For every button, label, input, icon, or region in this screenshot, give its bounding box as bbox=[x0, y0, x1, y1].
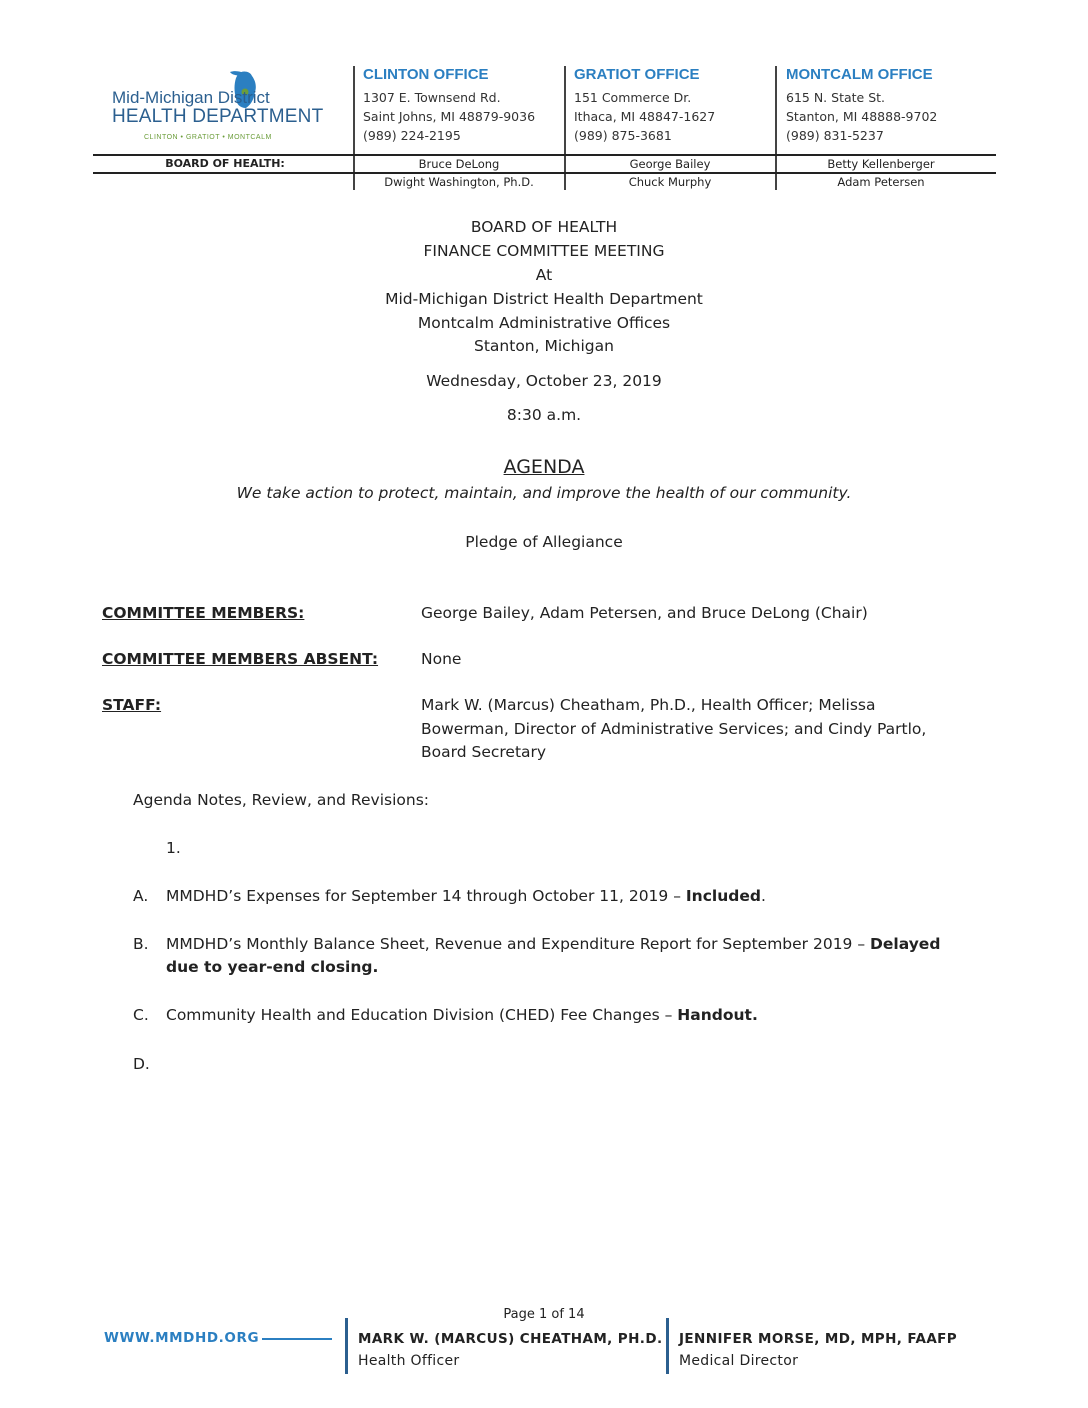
logo-text-line1: Mid-Michigan District bbox=[112, 88, 270, 107]
staff-value: Mark W. (Marcus) Cheatham, Ph.D., Health Officer; Melissa Bowerman, Director of Administrative Services; and Cindy Partlo, Board Secretary bbox=[421, 696, 927, 761]
health-officer-name: MARK W. (MARCUS) CHEATHAM, PH.D. bbox=[358, 1331, 663, 1347]
gratiot-office-city: Ithaca, MI 48847-1627 bbox=[574, 109, 716, 124]
meeting-time: 8:30 a.m. bbox=[506, 406, 582, 424]
gratiot-office-street: 151 Commerce Dr. bbox=[574, 90, 692, 105]
board-of-health-label: BOARD OF HEALTH: bbox=[165, 157, 285, 170]
agenda-notes-heading: Agenda Notes, Review, and Revisions: bbox=[133, 791, 430, 809]
agenda-item-b: MMDHD’s Monthly Balance Sheet, Revenue and Expenditure Report for September 2019 – Delayed due to year-end closing. bbox=[166, 935, 941, 976]
board-member: Bruce DeLong bbox=[418, 157, 500, 171]
agenda-title: AGENDA bbox=[503, 456, 585, 478]
agenda-item-letter: B. bbox=[133, 935, 149, 953]
page-number: Page 1 of 14 bbox=[503, 1307, 585, 1322]
committee-absent-label: COMMITTEE MEMBERS ABSENT: bbox=[102, 650, 379, 668]
clinton-office-city: Saint Johns, MI 48879-9036 bbox=[363, 109, 536, 124]
agenda-item-letter: C. bbox=[133, 1006, 149, 1024]
footer-divider bbox=[345, 1318, 348, 1374]
committee-absent-value: None bbox=[421, 650, 462, 668]
montcalm-office-phone: (989) 831-5237 bbox=[786, 128, 884, 143]
meeting-header-line: Stanton, Michigan bbox=[474, 337, 614, 355]
logo-text-line2: HEALTH DEPARTMENT bbox=[112, 106, 324, 127]
gratiot-office-title: GRATIOT OFFICE bbox=[574, 66, 700, 83]
meeting-header-line: Mid-Michigan District Health Department bbox=[385, 290, 703, 308]
meeting-header-line: FINANCE COMMITTEE MEETING bbox=[423, 242, 665, 260]
mission-statement: We take action to protect, maintain, and improve the health of our community. bbox=[236, 484, 852, 502]
board-member: Chuck Murphy bbox=[628, 175, 712, 189]
montcalm-office-title: MONTCALM OFFICE bbox=[786, 66, 933, 83]
montcalm-office-city: Stanton, MI 48888-9702 bbox=[786, 109, 938, 124]
agenda-item-letter: A. bbox=[133, 887, 149, 905]
clinton-office-phone: (989) 224-2195 bbox=[363, 128, 461, 143]
staff-label: STAFF: bbox=[102, 696, 162, 714]
gratiot-office-phone: (989) 875-3681 bbox=[574, 128, 672, 143]
meeting-header-line: At bbox=[535, 266, 553, 284]
website-link[interactable]: WWW.MMDHD.ORG bbox=[104, 1330, 260, 1346]
board-member: George Bailey bbox=[629, 157, 711, 171]
footer-rule bbox=[262, 1338, 332, 1340]
committee-members-label: COMMITTEE MEMBERS: bbox=[102, 604, 305, 622]
board-member: Dwight Washington, Ph.D. bbox=[384, 175, 534, 189]
agenda-item-a: MMDHD’s Expenses for September 14 through October 11, 2019 – Included. bbox=[166, 887, 766, 905]
board-member: Adam Petersen bbox=[837, 175, 925, 189]
agenda-numbered-item: 1. bbox=[166, 839, 181, 857]
footer-divider bbox=[666, 1318, 669, 1374]
board-member: Betty Kellenberger bbox=[827, 157, 935, 171]
meeting-header-line: Montcalm Administrative Offices bbox=[417, 314, 671, 332]
meeting-header-line: BOARD OF HEALTH bbox=[470, 218, 618, 236]
health-officer-role: Health Officer bbox=[358, 1353, 460, 1369]
medical-director-role: Medical Director bbox=[679, 1353, 799, 1369]
pledge-of-allegiance: Pledge of Allegiance bbox=[465, 533, 623, 551]
agenda-item-letter: D. bbox=[133, 1055, 150, 1073]
board-rule-top bbox=[93, 154, 996, 156]
board-rule-middle bbox=[93, 172, 996, 174]
agenda-item-c: Community Health and Education Division (CHED) Fee Changes – Handout. bbox=[166, 1006, 758, 1024]
clinton-office-street: 1307 E. Townsend Rd. bbox=[363, 90, 501, 105]
department-logo bbox=[100, 68, 340, 148]
logo-tagline: CLINTON • GRATIOT • MONTCALM bbox=[144, 134, 272, 141]
meeting-date: Wednesday, October 23, 2019 bbox=[426, 372, 662, 390]
montcalm-office-street: 615 N. State St. bbox=[786, 90, 885, 105]
clinton-office-title: CLINTON OFFICE bbox=[363, 66, 489, 83]
medical-director-name: JENNIFER MORSE, MD, MPH, FAAFP bbox=[679, 1331, 958, 1347]
committee-members-value: George Bailey, Adam Petersen, and Bruce DeLong (Chair) bbox=[421, 604, 868, 622]
